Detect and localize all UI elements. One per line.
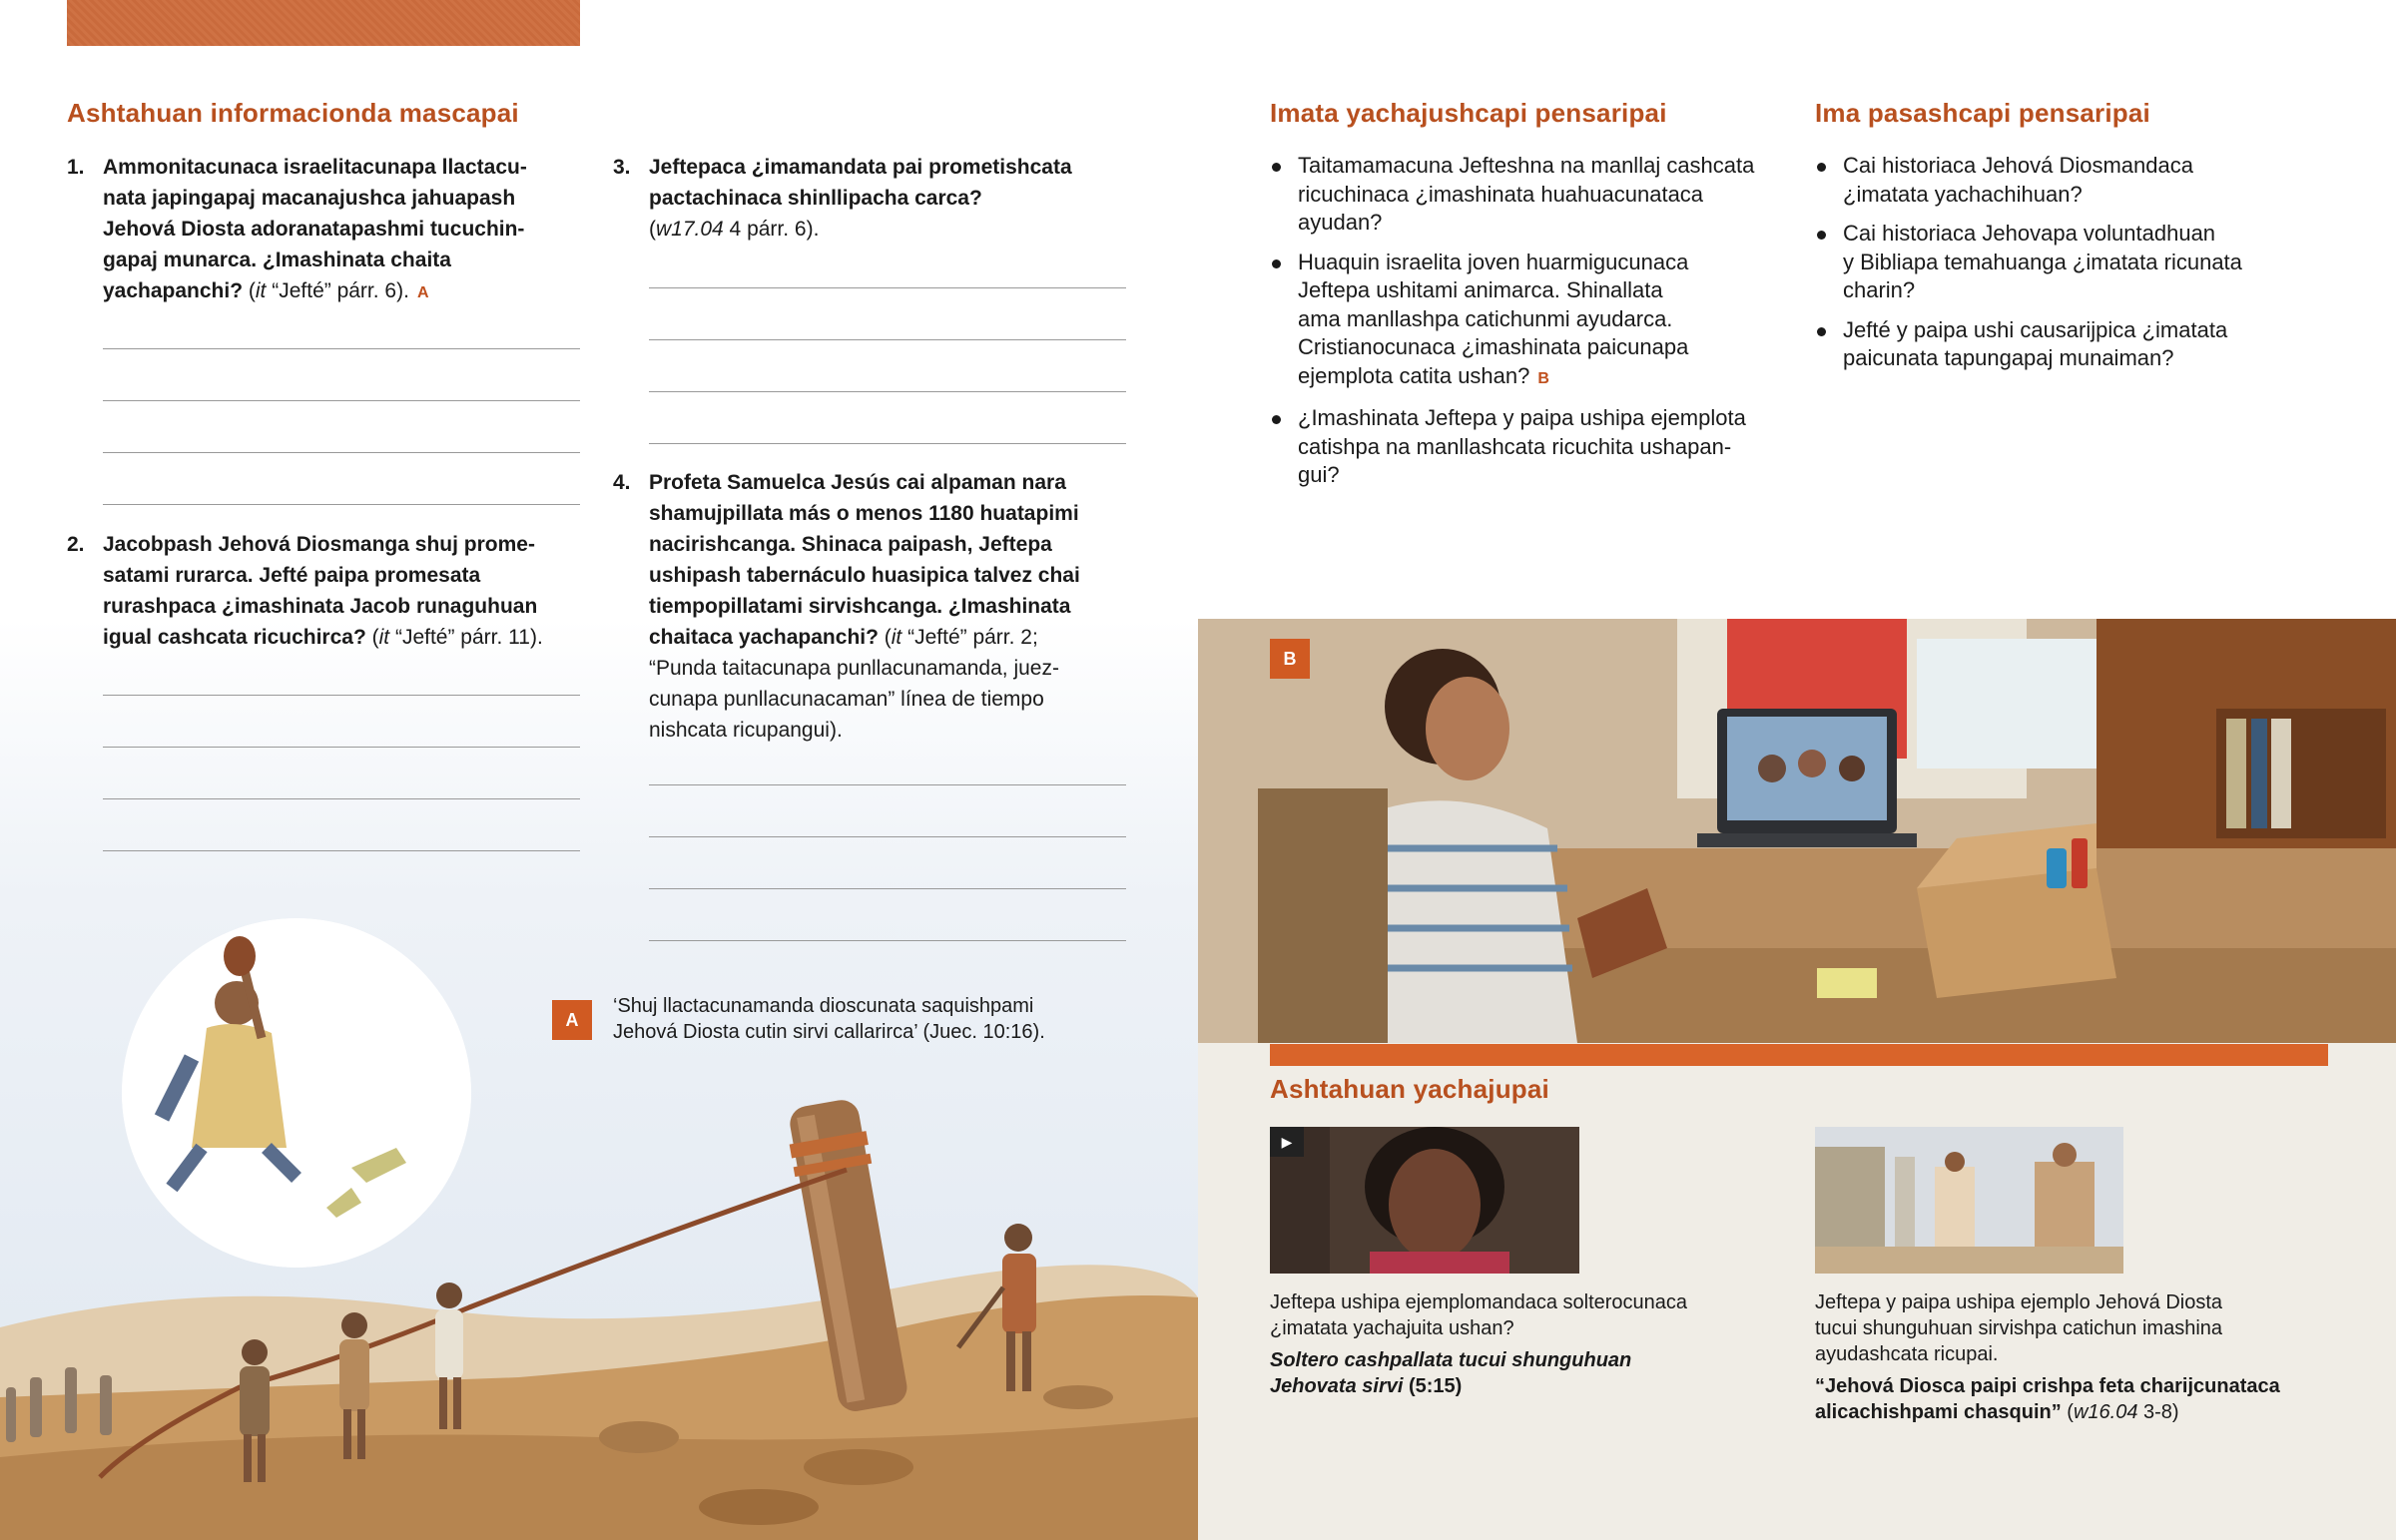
photo-scene [1198,619,2396,1043]
right-page [1198,0,2396,1540]
think-heading: Imata yachajushcapi pensaripai [1270,98,1667,128]
reference-open: ( [878,626,892,649]
reference-open: ( [365,626,379,649]
bullet-item [1815,220,2294,305]
reference-open: ( [649,218,656,241]
question-line: cunapa punllacunacaman” línea de tiempo [649,688,1044,711]
bullet-item [1815,316,2294,373]
reference-italic: it [378,626,390,649]
bullet-line: ¿imatata yachachihuan? [1843,181,2083,207]
reference-rest: “Jefté” párr. 6). [266,279,409,302]
question-line: nishcata ricupangui). [649,719,843,742]
bullet-item [1270,249,1769,394]
question-line: Profeta Samuelca Jesús cai alpaman nara [649,471,1066,494]
illustration-circle-figure [122,918,471,1268]
reference-italic: w17.04 [656,218,724,241]
question-last-bold: igual cashcata ricuchirca? [103,626,366,649]
bullet-line: y Bibliapa temahuanga ¿imatata ricunata [1843,249,2242,274]
question-line: nata japingapaj macanajushca jahuapash [103,187,516,210]
question-line: satami rurarca. Jefté paipa promesata [103,564,481,587]
question-line: Jeftepaca ¿imamandata pai prometishcata [649,156,1072,179]
figure-badge-inline: A [416,284,429,301]
question-line: Jehová Diosta adoranatapashmi tucuchin- [103,218,525,241]
reference-rest: 4 párr. 6). [723,218,820,241]
bullet-line: paicunata tapungapaj munaiman? [1843,345,2174,370]
bullet-line: Jefté y paipa ushi causarijpica ¿imatata [1843,316,2228,342]
reference-rest: 3-8) [2137,1401,2179,1423]
question-line: tiempopillatami sirvishcanga. ¿Imashinata [649,595,1071,618]
bullet-line: Cristianocunaca ¿imashinata paicunapa [1298,334,1689,359]
more-line: ayudashcata ricupai. [1815,1343,1999,1365]
bullet-item [1270,152,1769,238]
more-title-line[interactable] [1815,1399,2314,1425]
question-line: “Punda taitacunapa punllacunamanda, juez- [649,657,1059,680]
bullet-line-text: ejemplota catita ushan? [1298,362,1530,388]
illustration-circle-idol-smash [122,918,471,1268]
past-heading: Ima pasashcapi pensaripai [1815,98,2150,128]
reference-italic: w16.04 [2073,1401,2138,1423]
question-line: rurashpaca ¿imashinata Jacob runaguhuan [103,595,538,618]
video-thumbnail-image [1270,1127,1579,1274]
more-title-suffix: (5:15) [1403,1375,1463,1397]
bullet-line: Huaquin israelita joven huarmigucunaca [1298,249,1689,274]
reference-rest: “Jefté” párr. 2; [901,626,1038,649]
more-title-line[interactable]: Soltero cashpallata tucui shunguhuan [1270,1349,1632,1371]
video-thumbnail[interactable] [1270,1127,1579,1274]
question-line: gapaj munarca. ¿Imashinata chaita [103,249,451,271]
question-last-bold: yachapanchi? [103,279,244,302]
question-line: shamujpillata más o menos 1180 huatapimi [649,502,1079,525]
bullet-item [1270,404,1769,490]
reference-italic: it [891,626,902,649]
photo-woman-video-call [1198,619,2396,1043]
article-thumbnail[interactable] [1815,1127,2123,1274]
question-number: 1. [67,156,85,179]
figure-b-badge: B [1270,639,1310,679]
figure-badge-inline: B [1537,369,1549,387]
bullet-line: Cai historiaca Jehová Diosmandaca [1843,153,2193,178]
bullet-line: Cai historiaca Jehovapa voluntadhuan [1843,221,2216,246]
reference-italic: it [255,279,267,302]
more-title-line[interactable] [1270,1373,1769,1399]
play-icon[interactable]: ▶ [1270,1127,1304,1157]
more-info-heading: Ashtahuan informacionda mascapai [67,98,519,128]
bullet-line: Jeftepa ushitami animarca. Shinallata [1298,277,1663,302]
bullet-line: Taitamamacuna Jefteshna na manllaj cashcata [1298,153,1755,178]
more-title-text[interactable]: Jehovata sirvi [1270,1375,1404,1397]
question-number: 2. [67,533,85,556]
reference-open: ( [2061,1401,2074,1423]
bullet-line: catishpa na manllashcata ricuchita ushapan- [1298,433,1732,459]
article-thumbnail-image [1815,1127,2123,1274]
more-line: tucui shunguhuan sirvishpa catichun imashina [1815,1317,2223,1339]
more-line: ¿imatata yachajuita ushan? [1270,1317,1514,1339]
more-title-line[interactable]: “Jehová Diosca paipi crishpa feta charijcunataca [1815,1375,2280,1397]
more-line: Jeftepa y paipa ushipa ejemplo Jehová Diosta [1815,1291,2223,1313]
caption-line: ‘Shuj llactacunamanda dioscunata saquishpami [613,995,1034,1017]
bullet-line: ricuchinaca ¿imashinata huahuacunataca [1298,181,1704,207]
bullet-line: ¿Imashinata Jeftepa y paipa ushipa ejemplota [1298,405,1746,430]
question-line: nacirishcanga. Shinaca paipash, Jeftepa [649,533,1052,556]
more-study-heading: Ashtahuan yachajupai [1270,1074,1549,1104]
more-title-text[interactable]: alicachishpami chasquin” [1815,1401,2062,1423]
question-number: 4. [613,471,631,494]
figure-a-badge: A [552,1000,592,1040]
bullet-line [1298,362,1769,394]
bullet-line: charin? [1843,277,1916,302]
more-item-1 [1270,1289,1769,1399]
reference-open: ( [243,279,256,302]
caption-line: Jehová Diosta cutin sirvi callarirca’ (Juec. 10:16). [613,1021,1045,1043]
question-line: Ammonitacunaca israelitacunapa llactacu- [103,156,527,179]
more-line: Jeftepa ushipa ejemplomandaca solterocunaca [1270,1291,1688,1313]
bullet-item [1815,152,2294,209]
question-line: pactachinaca shinllipacha carca? [649,187,982,210]
question-last-bold: chaitaca yachapanchi? [649,626,879,649]
figure-a-caption [613,993,1082,1045]
think-bullet-list [1270,152,1769,501]
reference-rest: “Jefté” párr. 11). [389,626,543,649]
question-number: 3. [613,156,631,179]
question-line: Jacobpash Jehová Diosmanga shuj prome- [103,533,535,556]
bullet-line: gui? [1298,462,1340,487]
past-bullet-list [1815,152,2294,384]
orange-accent-bar [1270,1044,2328,1066]
more-item-2 [1815,1289,2314,1425]
bullet-line: ama manllashpa catichunmi ayudarca. [1298,305,1673,331]
question-line: ushipash tabernáculo huasipica talvez chai [649,564,1080,587]
bullet-line: ayudan? [1298,210,1383,235]
